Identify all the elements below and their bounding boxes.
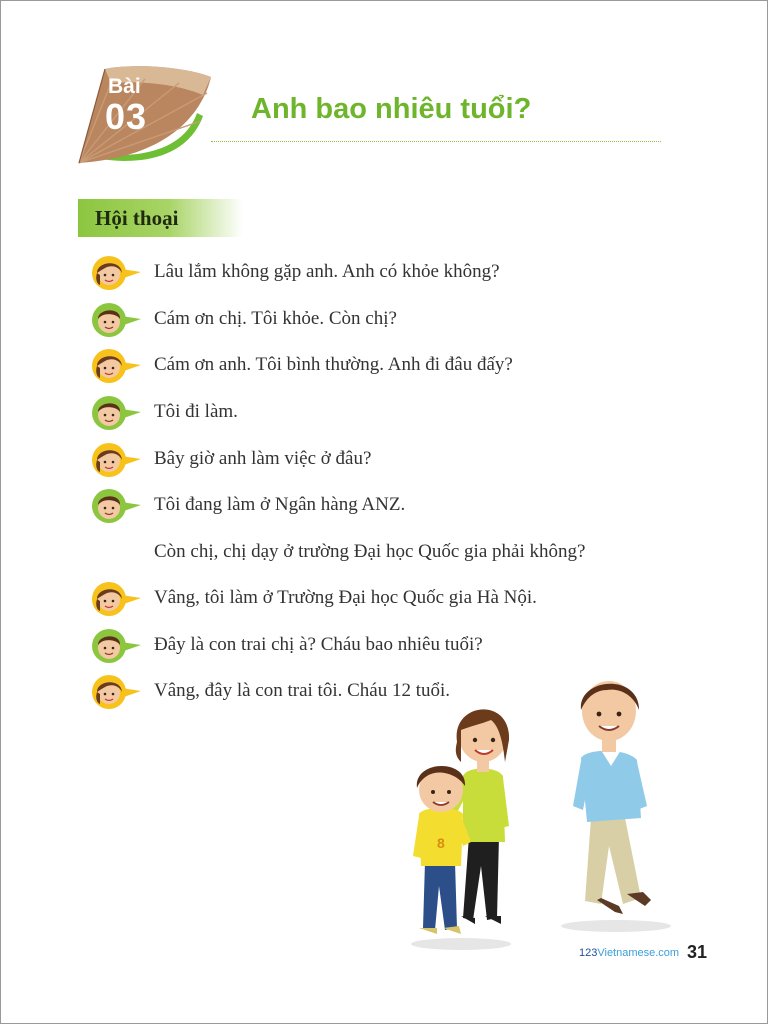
dialogue-line xyxy=(91,579,691,619)
dialogue-line xyxy=(91,300,691,340)
footer-brand xyxy=(579,947,679,959)
dialogue-line xyxy=(91,626,691,666)
dialogue-text: Vâng, đây là con trai tôi. Cháu 12 tuổi. xyxy=(154,680,451,701)
dialogue-line xyxy=(91,393,691,433)
father-figure xyxy=(573,681,651,914)
page-number: 31 xyxy=(687,942,708,962)
dialogue-text: Cám ơn anh. Tôi bình thường. Anh đi đâu đấy? xyxy=(154,354,513,375)
dialogue-text: Vâng, tôi làm ở Trường Đại học Quốc gia Hà Nội. xyxy=(154,587,537,608)
man-avatar-icon xyxy=(91,300,141,340)
dialogue-line xyxy=(91,346,691,386)
dialogue-text: Tôi đang làm ở Ngân hàng ANZ. xyxy=(154,494,406,515)
dialogue-text: Còn chị, chị dạy ở trường Đại học Quốc gia phải không? xyxy=(154,541,586,562)
man-avatar-icon xyxy=(91,626,141,666)
brand-name: Vietnamese.com xyxy=(597,947,680,959)
lesson-badge xyxy=(75,61,215,171)
title-divider xyxy=(211,141,661,142)
dialogue-line xyxy=(91,440,691,480)
dialogue-text: Tôi đi làm. xyxy=(154,401,238,422)
svg-text:8: 8 xyxy=(437,835,445,851)
woman-avatar-icon xyxy=(91,346,141,386)
dialogue-text: Lâu lắm không gặp anh. Anh có khỏe không? xyxy=(154,261,500,282)
woman-avatar-icon xyxy=(91,253,141,293)
man-avatar-icon xyxy=(91,486,141,526)
dialogue-text: Đây là con trai chị à? Cháu bao nhiêu tuổi? xyxy=(154,634,483,655)
woman-avatar-icon xyxy=(91,672,141,712)
lesson-label: Bài xyxy=(108,75,141,98)
woman-avatar-icon xyxy=(91,579,141,619)
dialogue-text: Bây giờ anh làm việc ở đâu? xyxy=(154,448,372,469)
lesson-number: 03 xyxy=(105,96,148,137)
dialogue-text: Cám ơn chị. Tôi khỏe. Còn chị? xyxy=(154,308,397,329)
son-figure xyxy=(413,766,471,934)
dialogue-line xyxy=(91,486,691,526)
section-title: Hội thoại xyxy=(95,206,179,230)
man-avatar-icon xyxy=(91,393,141,433)
woman-avatar-icon xyxy=(91,440,141,480)
dialogue-line xyxy=(91,253,691,293)
dialogue-line xyxy=(91,533,691,573)
brand-prefix: 123 xyxy=(579,947,598,959)
section-heading xyxy=(78,199,243,237)
family-illustration xyxy=(401,666,691,966)
lesson-title: Anh bao nhiêu tuổi? xyxy=(251,93,532,125)
